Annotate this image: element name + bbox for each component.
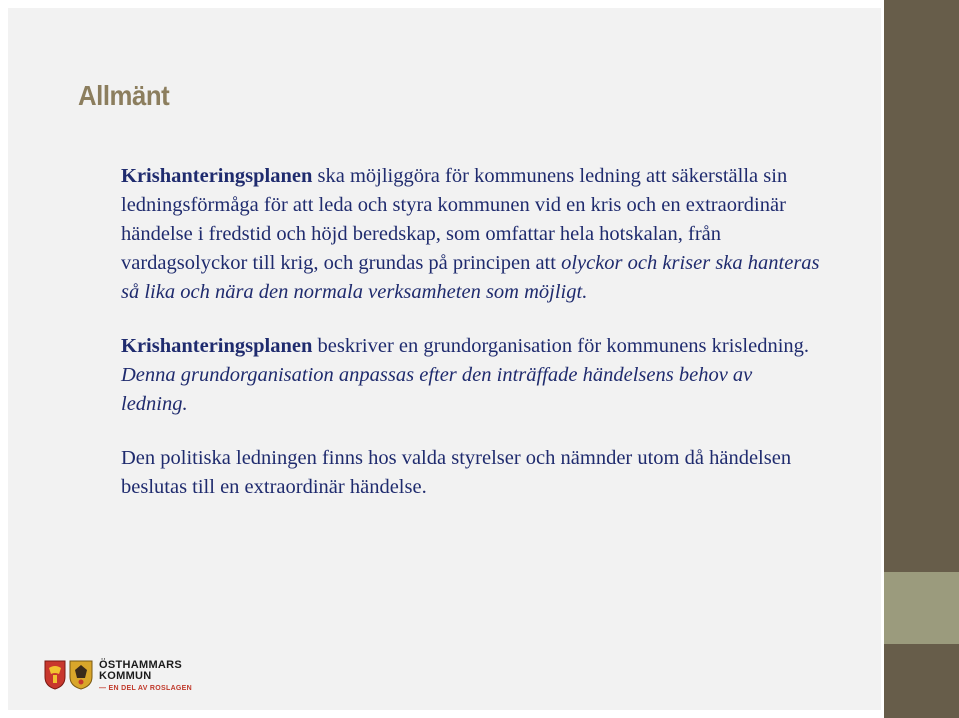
sidebar-band-bottom [884, 644, 959, 718]
paragraph-3 [121, 444, 821, 502]
slide-body [121, 162, 821, 527]
slide-title: Allmänt [78, 80, 170, 111]
paragraph-2 [121, 332, 821, 419]
sidebar-band-top [884, 0, 959, 572]
paragraph-2-italic: Denna grundorganisation anpassas efter den inträffade händelsens behov av ledning. [121, 364, 753, 415]
logo-line-3: — EN DEL AV ROSLAGEN [99, 685, 192, 692]
paragraph-1-normal: ska möjliggöra för kommunens ledning att säkerställa sin ledningsförmåga för att leda och styra kommunen vid en kris och en extraordinär händelse i fredstid och höjd beredskap, som omfattar hela hotskalan, från vardagsolyckor till krig, och grundas på principen att [121, 165, 788, 274]
coat-of-arms-icon [44, 660, 66, 690]
logo-line-1: ÖSTHAMMARS [99, 659, 183, 671]
decorative-sidebar [884, 0, 959, 718]
paragraph-2-normal: beskriver en grundorganisation för kommunens krisledning. [312, 335, 810, 357]
paragraph-1-italic: olyckor och kriser ska hanteras så lika och nära den normala verksamheten som möjligt. [121, 252, 820, 303]
paragraph-2-bold: Krishanteringsplanen [121, 335, 313, 357]
logo-text [99, 660, 192, 694]
paragraph-3-normal: Den politiska ledningen finns hos valda styrelser och nämnder utom då händelsen beslutas till en extraordinär händelse. [121, 447, 792, 498]
logo-line-2: KOMMUN [99, 670, 152, 682]
paragraph-1 [121, 162, 821, 307]
coat-of-arms-2-icon [69, 660, 93, 690]
sidebar-band-middle [884, 572, 959, 644]
paragraph-1-bold: Krishanteringsplanen [121, 165, 313, 187]
